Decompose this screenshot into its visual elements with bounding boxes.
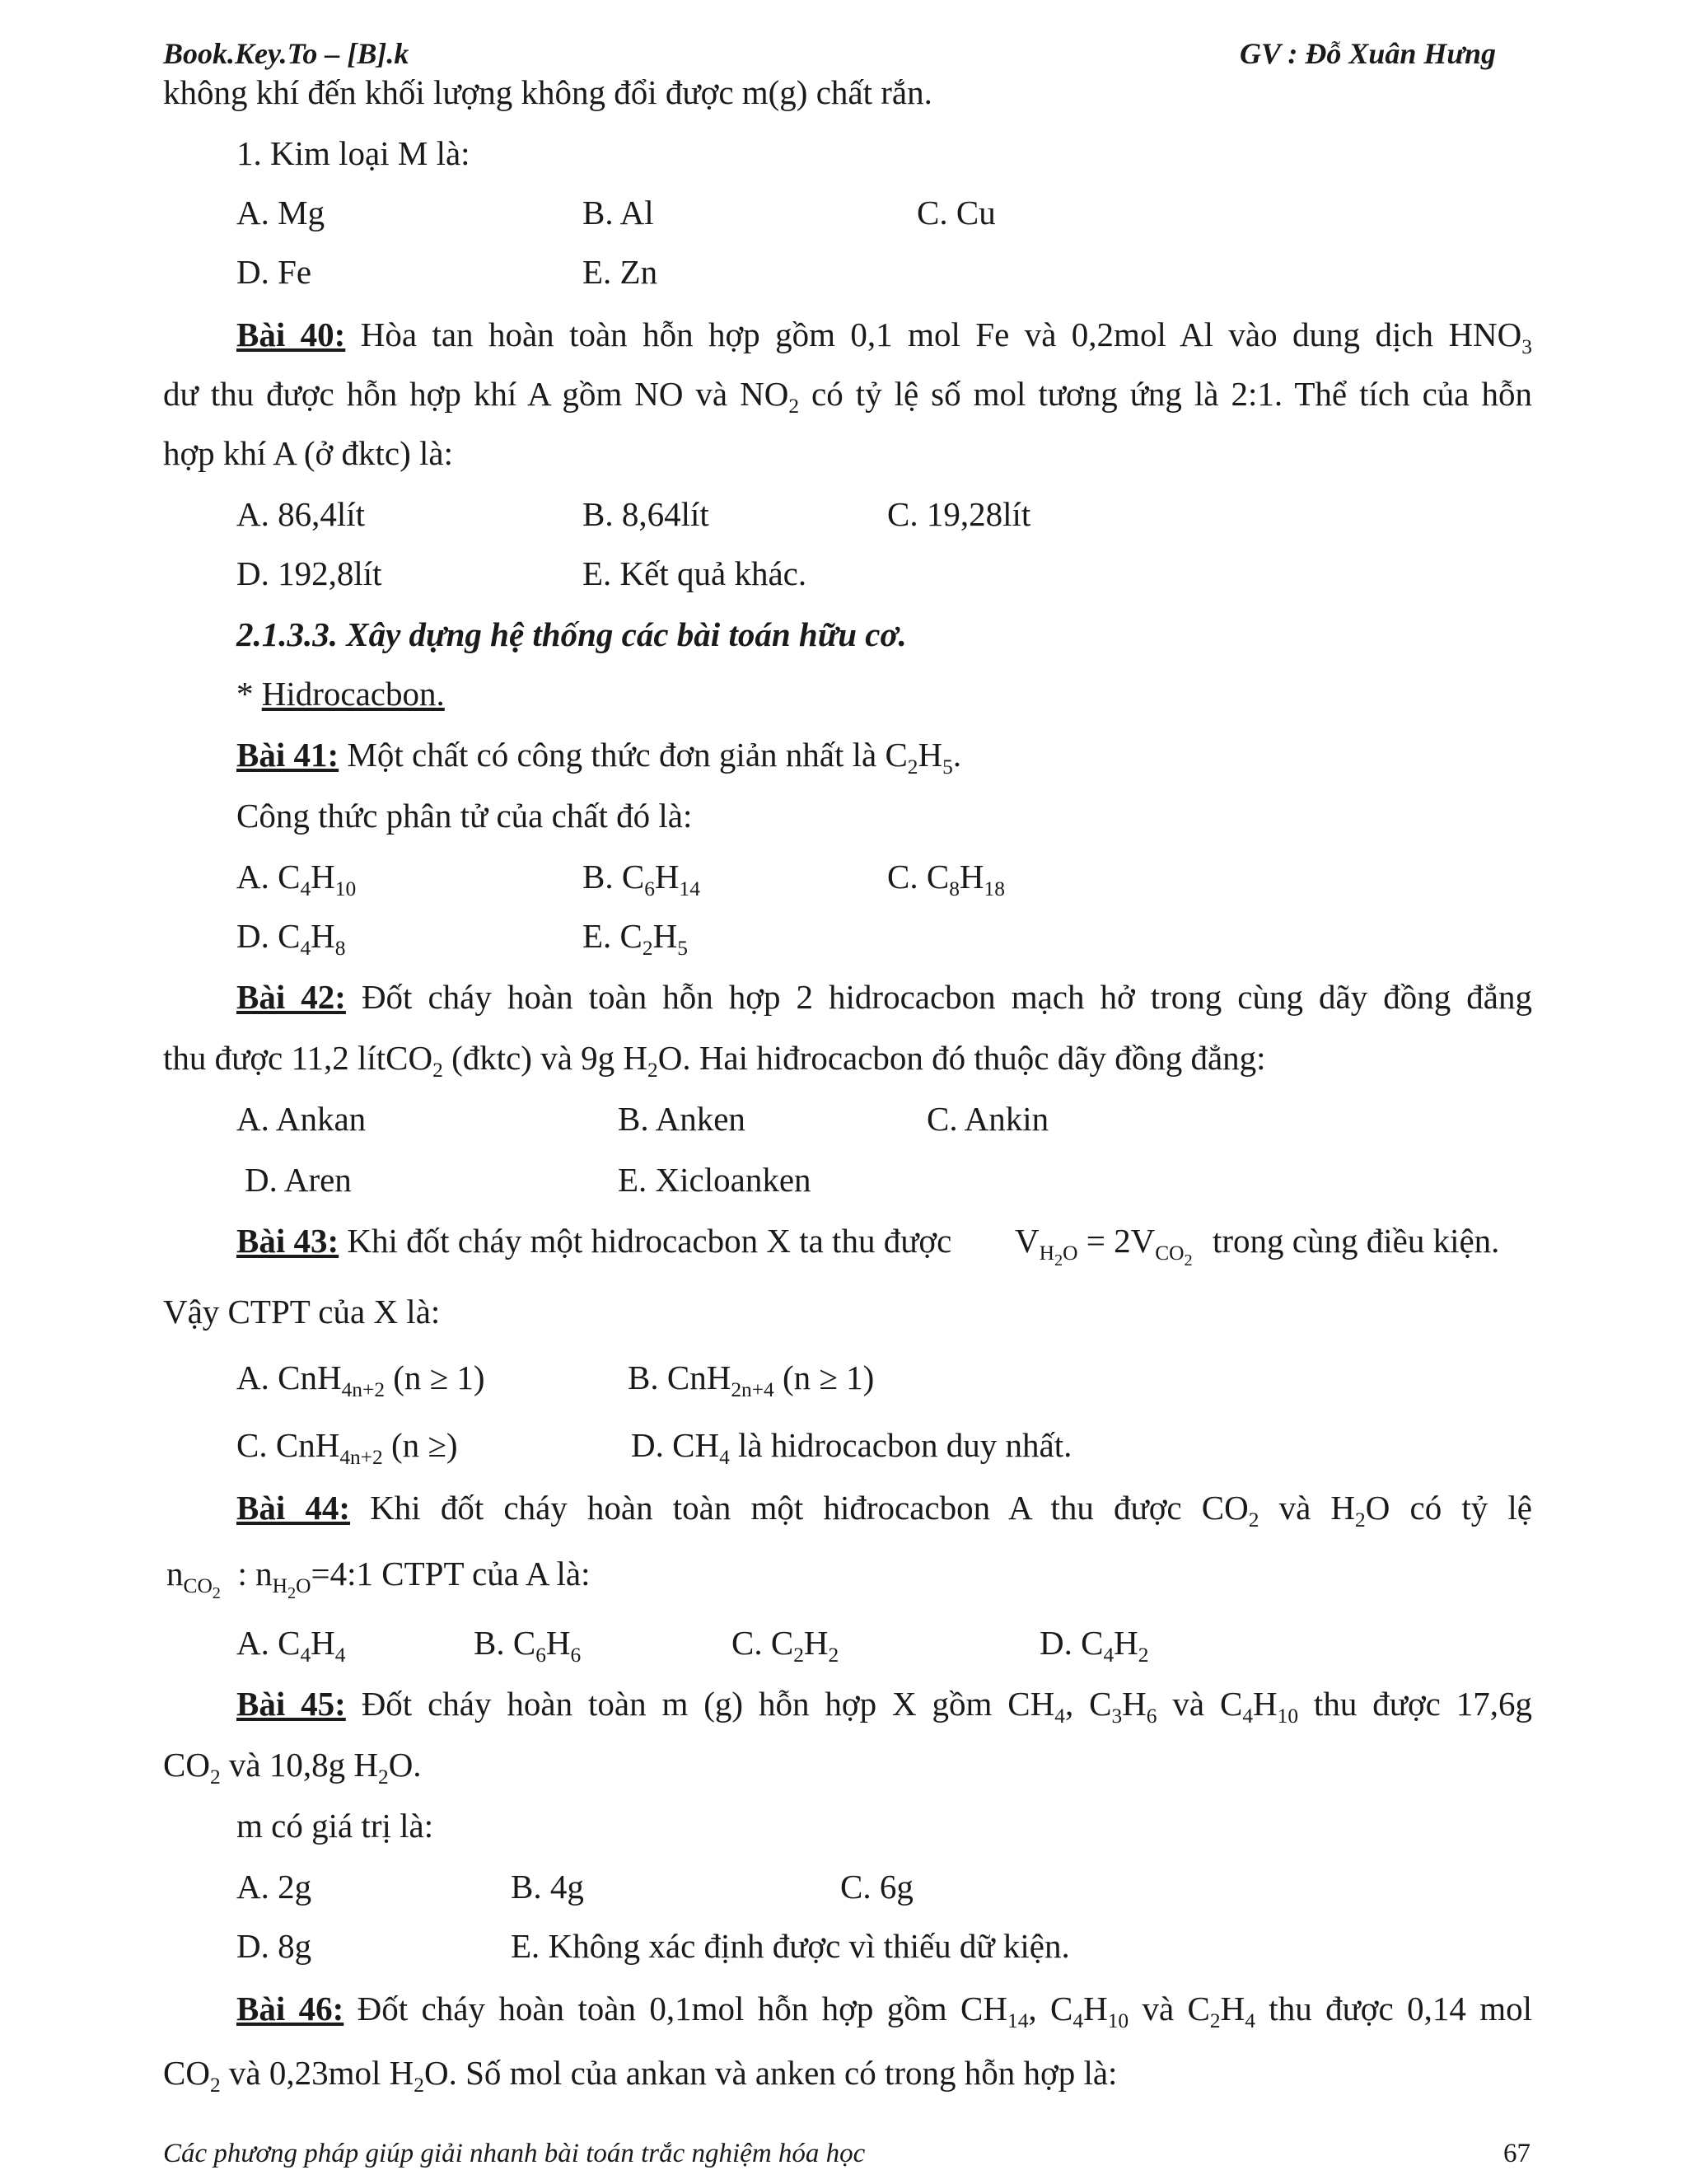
b42-line2: thu được 11,2 lítCO$_2$ (đktc) và 9g $H_2O$. Hai hiđrocacbon đó thuộc dãy đồng đẳng: [163,1039,1266,1082]
top-line: không khí đến khối lượng không đổi được m(g) chất rắn. [163,73,932,111]
b40-option-e: E. Kết quả khác. [582,554,807,592]
b44-option-d: D. $C_4H_2$ [1040,1624,1149,1667]
q1-option-d: D. Fe [236,253,312,291]
b44-option-a: A. $C_4H_4$ [236,1624,346,1667]
page-number: 67 [1503,2139,1530,2168]
b41-option-b: B. $C_6H_{14}$ [582,858,700,900]
b41-option-e: E. $C_2H_5$ [582,917,688,960]
b43-line2: Vậy CTPT của X là: [163,1293,441,1331]
b40-label: Bài 40: [236,316,346,353]
b43-label: Bài 43: [236,1222,339,1260]
b40-option-b: B. 8,64lít [582,495,709,533]
b44-ratio: $n_{CO_2}$ : $n_{H_2O}=4:1$ CTPT của A là: [166,1555,591,1602]
b40-option-a: A. 86,4lít [236,495,366,533]
q1-option-b: B. Al [582,194,654,231]
b44-option-b: B. $C_6H_6$ [474,1624,582,1667]
b44-label: Bài 44: [236,1489,351,1527]
b45-option-d: D. 8g [236,1927,312,1965]
b41-option-a: A. $C_4H_{10}$ [236,858,357,900]
b40-line2: dư thu được hỗn hợp khí A gồm NO và $NO_2$ có tỷ lệ số mol tương ứng là 2:1. Thể tích của hỗn [163,375,1532,418]
b43-option-a: A. CnH$_{4n+2}$ (n ≥ 1) [236,1359,485,1401]
b42-option-c: C. Ankin [927,1100,1049,1138]
b40-option-d: D. 192,8lít [236,554,382,592]
b43-option-b: B. CnH$_{2n+4}$ (n ≥ 1) [628,1359,875,1401]
q1-stem: 1. Kim loại M là: [236,134,470,172]
b43-line1: Bài 43: Khi đốt cháy một hidrocacbon X ta thu được [236,1222,952,1260]
b43-line1-tail: trong cùng điều kiện. [1213,1222,1500,1260]
b45-option-e: E. Không xác định được vì thiếu dữ kiện. [511,1927,1070,1965]
b43-option-d: D. $CH_4$ là hidrocacbon duy nhất. [631,1426,1072,1469]
b40-line3: hợp khí A (ở đktc) là: [163,434,453,472]
b46-label: Bài 46: [236,1990,344,2027]
b40-line1: Bài 40: Hòa tan hoàn toàn hỗn hợp gồm 0,1 mol Fe và 0,2mol Al vào dung dịch $HNO_3$ [236,316,1532,358]
b46-line1: Bài 46: Đốt cháy hoàn toàn 0,1mol hỗn hợp gồm $CH_{14}$, $C_4H_{10}$ và $C_2H_4$ thu được 0,14 mol [236,1990,1532,2032]
b40-option-c: C. 19,28lít [887,495,1031,533]
section-title: 2.1.3.3. Xây dựng hệ thống các bài toán hữu cơ. [236,615,907,653]
b45-option-c: C. 6g [840,1868,914,1906]
section-sub: * Hidrocacbon. [236,675,445,713]
b42-option-d: D. Aren [245,1161,352,1199]
b41-option-d: D. $C_4H_8$ [236,917,346,960]
b45-option-b: B. 4g [511,1868,584,1906]
b42-option-b: B. Anken [618,1100,745,1138]
b46-line2: $CO_2$ và 0,23mol $H_2O$. Số mol của ankan và anken có trong hỗn hợp là: [163,2054,1118,2097]
header-left: Book.Key.To – [B].k [163,37,409,70]
b43-option-c: C. CnH$_{4n+2}$ (n ≥) [236,1426,458,1469]
b45-line3: m có giá trị là: [236,1807,434,1845]
q1-option-c: C. Cu [917,194,996,231]
b41-line1: Bài 41: Một chất có công thức đơn giản nhất là $C_2H_5$. [236,736,962,779]
b42-option-a: A. Ankan [236,1100,367,1138]
b41-label: Bài 41: [236,736,339,774]
b45-line2: $CO_2$ và 10,8g $H_2O$. [163,1746,422,1789]
b42-option-e: E. Xicloanken [618,1161,811,1199]
footer-title: Các phương pháp giúp giải nhanh bài toán trắc nghiệm hóa học [163,2139,866,2168]
header-right: GV : Đỗ Xuân Hưng [1240,37,1496,70]
b42-label: Bài 42: [236,978,346,1016]
b45-option-a: A. 2g [236,1868,312,1906]
b43-formula: $V_{H_2O} = 2V_{CO_2}$ [1015,1222,1193,1270]
b45-label: Bài 45: [236,1685,346,1723]
b41-line2: Công thức phân tử của chất đó là: [236,797,693,835]
b44-line1: Bài 44: Khi đốt cháy hoàn toàn một hiđrocacbon A thu được $CO_2$ và $H_2O$ có tỷ lệ [236,1489,1532,1532]
b45-line1: Bài 45: Đốt cháy hoàn toàn m (g) hỗn hợp X gồm $CH_4$, $C_3H_6$ và $C_4H_{10}$ thu được 17,6g [236,1685,1532,1728]
b41-option-c: C. $C_8H_{18}$ [887,858,1005,900]
q1-option-e: E. Zn [582,253,658,291]
q1-option-a: A. Mg [236,194,325,231]
b44-option-c: C. $C_2H_2$ [731,1624,839,1667]
b42-line1: Bài 42: Đốt cháy hoàn toàn hỗn hợp 2 hidrocacbon mạch hở trong cùng dãy đồng đẳng [236,978,1532,1016]
